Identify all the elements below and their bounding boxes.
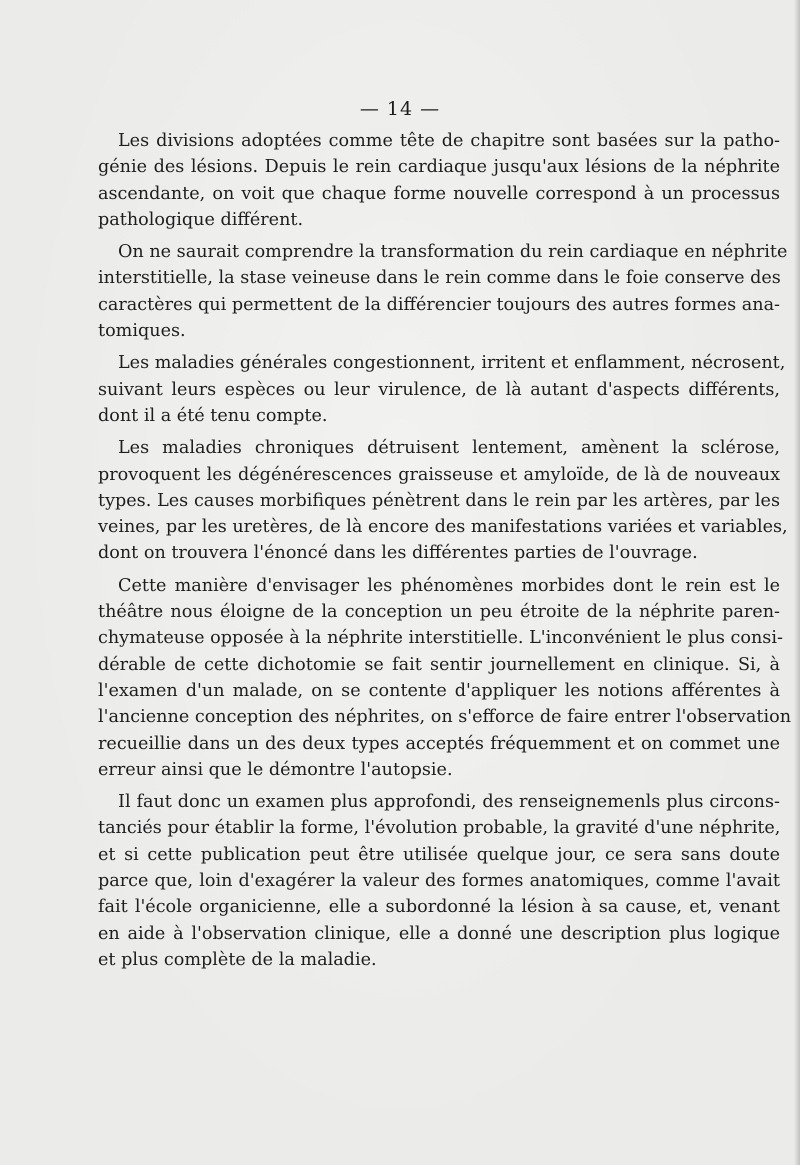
paragraph-4 bbox=[98, 435, 788, 566]
text-line: tomiques. bbox=[98, 321, 186, 342]
text-line: recueillie dans un des deux types acceptés fréquemment et on commet une bbox=[98, 733, 780, 754]
text-line: suivant leurs espèces ou leur virulence, de là autant d'aspects différents, bbox=[98, 379, 780, 400]
text-line: On ne saurait comprendre la transformation du rein cardiaque en néphrite bbox=[118, 242, 788, 263]
text-line: l'examen d'un malade, on se contente d'appliquer les notions afférentes à bbox=[98, 680, 780, 701]
text-line: l'ancienne conception des néphrites, on s'efforce de faire entrer l'observation bbox=[98, 707, 792, 728]
text-line: dont il a été tenu compte. bbox=[98, 405, 328, 426]
text-line: et plus complète de la maladie. bbox=[98, 949, 377, 970]
text-line: chymateuse opposée à la néphrite interstitielle. L'inconvénient le plus consi- bbox=[98, 628, 783, 649]
text-line: provoquent les dégénérescences graisseuse et amyloïde, de là de nouveaux bbox=[98, 464, 780, 485]
text-line: ascendante, on voit que chaque forme nouvelle correspond à un processus bbox=[98, 183, 780, 204]
paragraph-2 bbox=[98, 239, 788, 344]
paragraph-6 bbox=[98, 789, 780, 973]
text-line: parce que, loin d'exagérer la valeur des formes anatomiques, comme l'avait bbox=[98, 871, 780, 892]
text-line: Les maladies générales congestionnent, irritent et enflamment, nécrosent, bbox=[118, 353, 786, 374]
paragraph-5 bbox=[98, 573, 792, 783]
text-line: veines, par les uretères, de là encore des manifestations variées et variables, bbox=[98, 517, 788, 538]
page-edge-shadow bbox=[794, 0, 800, 1165]
text-line: Les divisions adoptées comme tête de chapitre sont basées sur la patho- bbox=[118, 131, 780, 151]
text-line: et si cette publication peut être utilisée quelque jour, ce sera sans doute bbox=[98, 844, 780, 865]
text-line: caractères qui permettent de la différencier toujours des autres formes ana- bbox=[98, 294, 780, 315]
text-line: interstitielle, la stase veineuse dans le rein comme dans le foie conserve des bbox=[98, 268, 781, 289]
text-line: Il faut donc un examen plus approfondi, des renseignemenls plus circons- bbox=[118, 792, 780, 813]
page-number: — 14 — bbox=[359, 98, 441, 120]
text-line: théâtre nous éloigne de la conception un peu étroite de la néphrite paren- bbox=[98, 602, 780, 623]
paragraph-3 bbox=[98, 350, 786, 429]
paragraph-1 bbox=[98, 128, 780, 233]
text-line: en aide à l'observation clinique, elle a donné une description plus logique bbox=[98, 923, 780, 944]
text-line: Cette manière d'envisager les phénomènes morbides dont le rein est le bbox=[118, 575, 780, 596]
text-line: dont on trouvera l'énoncé dans les différentes parties de l'ouvrage. bbox=[98, 543, 698, 564]
text-line: dérable de cette dichotomie se fait sentir journellement en clinique. Si, à bbox=[98, 654, 780, 675]
text-line: Les maladies chroniques détruisent lentement, amènent la sclérose, bbox=[118, 438, 780, 459]
text-line: erreur ainsi que le démontre l'autopsie. bbox=[98, 759, 453, 780]
body-text bbox=[98, 128, 792, 979]
text-line: tanciés pour établir la forme, l'évolution probable, la gravité d'une néphrite, bbox=[98, 818, 781, 839]
text-line: pathologique différent. bbox=[98, 209, 304, 230]
text-line: types. Les causes morbifiques pénètrent dans le rein par les artères, par les bbox=[98, 490, 780, 511]
text-line: fait l'école organicienne, elle a subordonné la lésion à sa cause, et, venant bbox=[98, 897, 780, 918]
text-line: génie des lésions. Depuis le rein cardiaque jusqu'aux lésions de la néphrite bbox=[98, 157, 780, 178]
